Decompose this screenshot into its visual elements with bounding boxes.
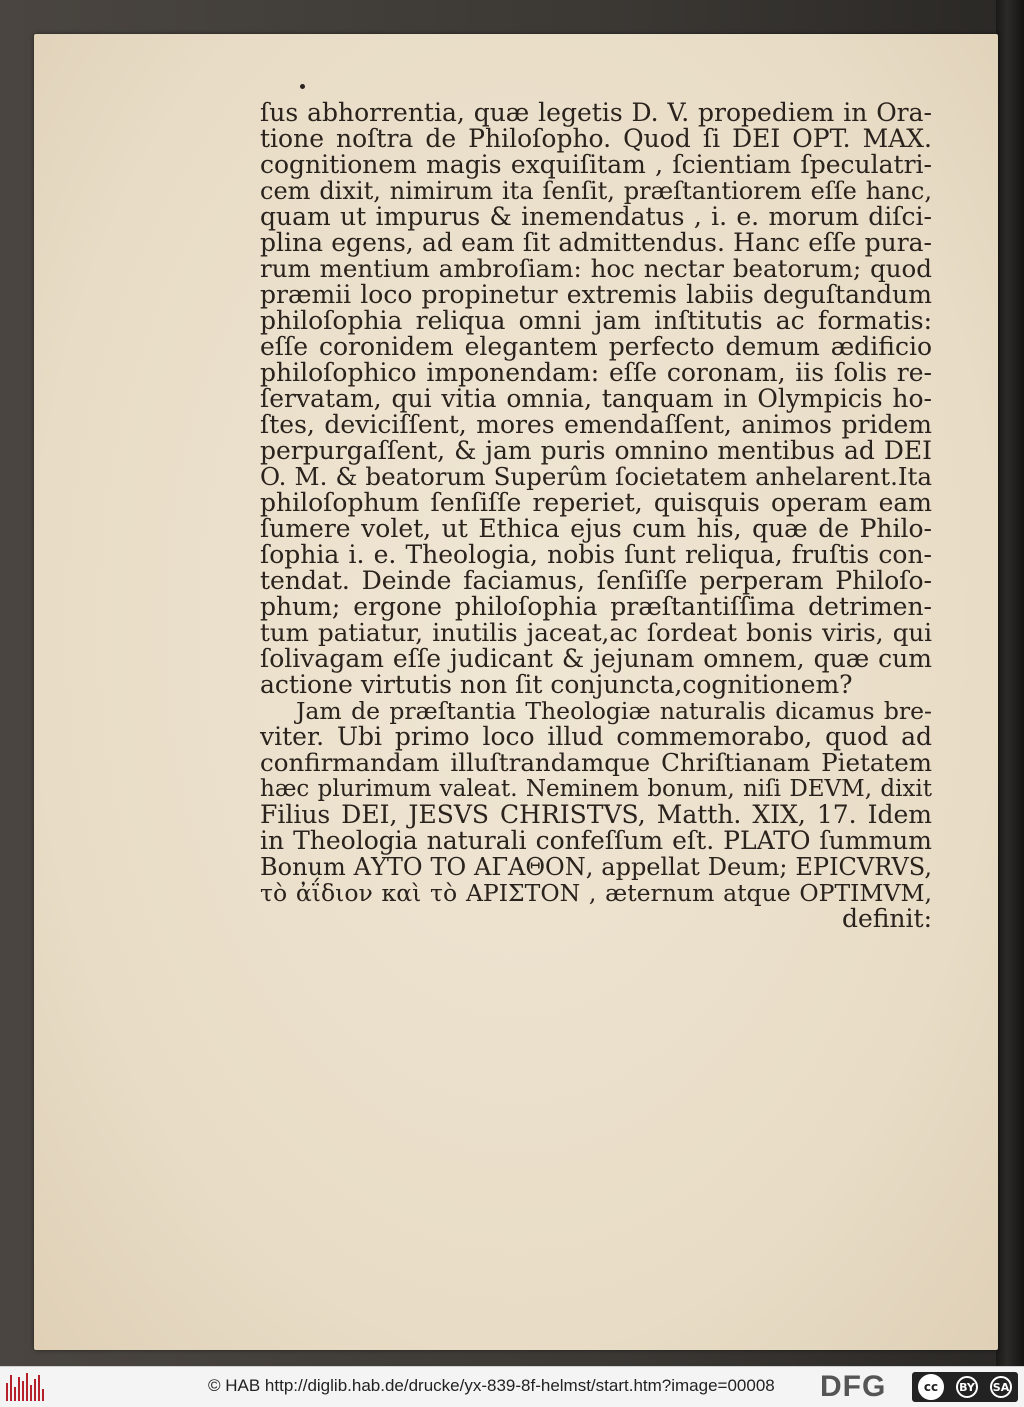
cc-icon: cc [918, 1374, 944, 1400]
text-line: tione noſtra de Philoſopho. Quod ſi DEI OPT. MAX. [260, 124, 932, 153]
text-line: in Theologia naturali confeſſum eſt. PLATO ſummum [260, 826, 932, 855]
text-line: præmii loco propinetur extremis labiis deguſtandum [260, 280, 932, 309]
text-line: cognitionem magis exquiſitam , ſcientiam ſpeculatri- [260, 150, 932, 179]
text-line: ſervatam, qui vitia omnia, tanquam in Olympicis ho- [260, 384, 932, 413]
hab-logo-icon [6, 1373, 46, 1401]
by-icon: BY [956, 1376, 978, 1398]
text-line: Jam de præſtantia Theologiæ naturalis dicamus bre- [296, 697, 932, 725]
dfg-logo: DFG [820, 1370, 887, 1403]
text-line: actione virtutis non ſit conjuncta,cognitionem? [260, 670, 853, 699]
text-line: phum; ergone philoſophia præſtantiſſima detrimen- [260, 592, 932, 621]
text-line: Filius DEI, JESVS CHRISTVS, Matth. XIX, 17. Idem [260, 800, 932, 829]
text-line: confirmandam illuſtrandamque Chriſtianam Pietatem [260, 748, 932, 777]
text-line: O. M. & beatorum Superûm ſocietatem anhelarent.Ita [260, 462, 932, 491]
text-line: cem dixit, nimirum ita ſenſit, præſtantiorem eſſe hanc, [260, 177, 932, 205]
ink-dot [300, 84, 305, 89]
text-line: viter. Ubi primo loco illud commemorabo, quod ad [260, 722, 932, 751]
text-line: τὸ ἀΐδιον καὶ τὸ ΑΡΙΣΤΟΝ , æternum atque OPTIMVM, [260, 879, 932, 907]
text-line: philoſophico imponendam: eſſe coronam, iis ſolis re- [260, 358, 932, 387]
text-line: Bonum ΑΥΤΟ ΤΟ ΑΓΑΘΟΝ, appellat Deum; EPICVRVS, [260, 853, 932, 881]
cc-license-badge[interactable] [912, 1372, 1018, 1402]
text-line: eſſe coronidem elegantem perfecto demum ædificio [260, 332, 932, 361]
text-line: perpurgaſſent, & jam puris omnino mentibus ad DEI [260, 436, 932, 465]
book-binding [996, 0, 1024, 1366]
text-line: ſophia i. e. Theologia, nobis ſunt reliqua, fruſtis con- [260, 540, 932, 569]
text-line: ſtes, deviciſſent, mores emendaſſent, animos pridem [260, 410, 932, 439]
text-line: tendat. Deinde faciamus, ſenſiſſe perperam Philoſo- [260, 566, 932, 595]
text-line: philoſophum ſenſiſſe reperiet, quisquis operam eam [260, 488, 932, 517]
text-line: quam ut impurus & inemendatus , i. e. morum diſci- [260, 202, 932, 231]
text-line: hæc plurimum valeat. Neminem bonum, niſi DEVM, dixit [260, 776, 932, 802]
catchword: definit: [841, 904, 932, 933]
sa-icon: SA [990, 1376, 1012, 1398]
text-line: plina egens, ad eam ſit admittendus. Hanc eſſe pura- [260, 228, 932, 257]
text-line: ſolivagam eſſe judicant & jejunam omnem, quæ cum [260, 644, 932, 673]
text-line: ſus abhorrentia, quæ legetis D. V. propediem in Ora- [260, 98, 932, 127]
text-line: rum mentium ambroſiam: hoc nectar beatorum; quod [260, 254, 932, 283]
text-line: ſumere volet, ut Ethica ejus cum his, quæ de Philo- [260, 514, 932, 543]
page-text [260, 100, 932, 932]
viewer-footer [0, 1366, 1024, 1407]
text-line: tum patiatur, inutilis jaceat,ac ſordeat bonis viris, qui [260, 618, 932, 647]
credit-link[interactable]: © HAB http://diglib.hab.de/drucke/yx-839-8f-helmst/start.htm?image=00008 [208, 1376, 775, 1395]
text-line: philoſophia reliqua omni jam inſtitutis ac formatis: [260, 306, 932, 335]
